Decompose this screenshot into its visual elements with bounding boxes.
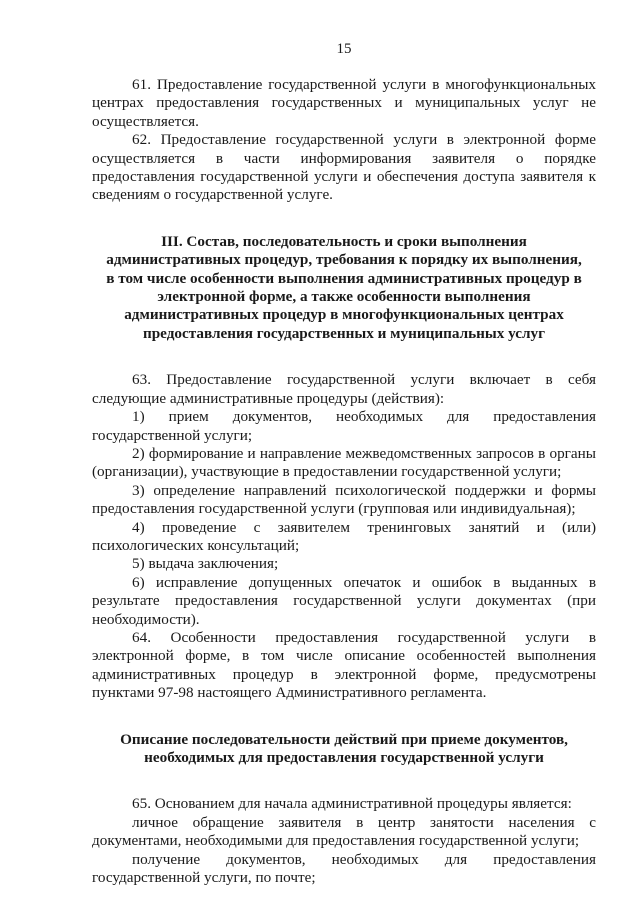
list-item-6: 6) исправление допущенных опечаток и ошибок в выданных в результате предоставления государственной услуги документах (при необходимости). <box>92 573 596 628</box>
basis-item-mail: получение документов, необходимых для предоставления государственной услуги, по почте; <box>92 850 596 887</box>
subsection-heading-line: Описание последовательности действий при приеме документов, <box>120 730 568 748</box>
list-item-1: 1) прием документов, необходимых для предоставления государственной услуги; <box>92 408 596 444</box>
subsection-heading-line: необходимых для предоставления государственной услуги <box>144 749 544 766</box>
paragraph-65: 65. Основанием для начала административной процедуры является: <box>132 795 572 813</box>
paragraph-63: 63. Предоставление государственной услуги включает в себя следующие административные процедуры (действия): <box>92 371 596 407</box>
paragraph-62: 62. Предоставление государственной услуги в электронной форме осуществляется в части информирования заявителя о порядке предоставления государственной услуги и обеспечения доступа заявителя к сведениям о государственной услуге. <box>92 131 596 204</box>
section-heading-line: III. Состав, последовательность и сроки выполнения <box>161 232 527 250</box>
page-number: 15 <box>336 41 352 57</box>
section-heading-line: административных процедур в многофункциональных центрах <box>124 306 564 324</box>
document-body <box>92 76 596 887</box>
subsection-heading <box>92 731 596 768</box>
basis-item-personal: личное обращение заявителя в центр занятости населения с документами, необходимыми для предоставления государственной услуги; <box>92 813 596 850</box>
paragraph-61: 61. Предоставление государственной услуги в многофункциональных центрах предоставления государственных и муниципальных услуг не осуществляется. <box>92 76 596 130</box>
section-heading-line: в том числе особенности выполнения административных процедур в <box>106 269 582 287</box>
section-heading <box>92 233 596 343</box>
list-item-4: 4) проведение с заявителем тренинговых занятий и (или) психологических консультаций; <box>92 518 596 554</box>
list-item-5: 5) выдача заключения; <box>132 555 279 573</box>
paragraph-64: 64. Особенности предоставления государственной услуги в электронной форме, в том числе описание особенностей выполнения административных процедур в электронной форме, предусмотрены пунктами 97-98 настоящего Административного регламента. <box>92 628 596 702</box>
section-heading-line: предоставления государственных и муниципальных услуг <box>142 324 546 342</box>
section-heading-line: административных процедур, требования к порядку их выполнения, <box>106 251 582 269</box>
list-item-3: 3) определение направлений психологической поддержки и формы предоставления государственной услуги (групповая или индивидуальная); <box>92 481 596 518</box>
list-item-2: 2) формирование и направление межведомственных запросов в органы (организации), участвующие в предоставлении государственной услуги; <box>92 444 596 481</box>
section-heading-line: электронной форме, а также особенности выполнения <box>157 288 531 306</box>
